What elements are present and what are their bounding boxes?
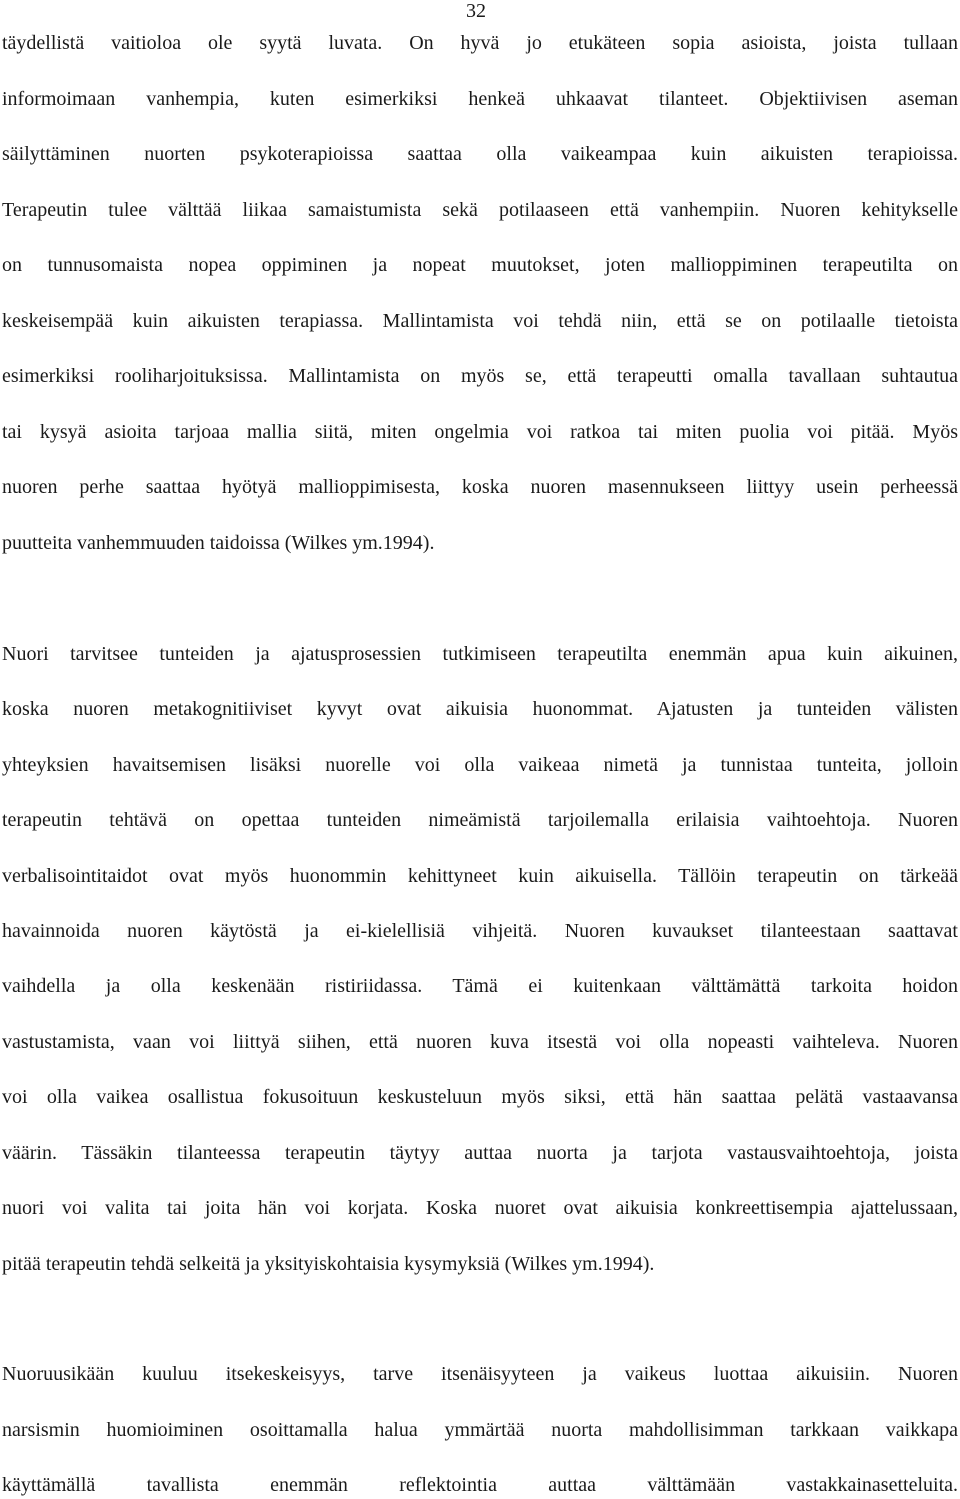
text-line: puutteita vanhemmuuden taidoissa (Wilkes ym.1994). xyxy=(2,532,435,554)
text-line: yhteyksien havaitsemisen lisäksi nuorelle voi olla vaikeaa nimetä ja tunnistaa tunteita, jolloin xyxy=(2,754,958,776)
text-line: informoimaan vanhempia, kuten esimerkiksi henkeä uhkaavat tilanteet. Objektiivisen aseman xyxy=(2,88,958,110)
page-number: 32 xyxy=(466,0,486,22)
text-line: vastustamista, vaan voi liittyä siihen, että nuoren kuva itsestä voi olla nopeasti vaihteleva. Nuoren xyxy=(2,1031,958,1053)
text-line: Nuori tarvitsee tunteiden ja ajatusprosessien tutkimiseen terapeutilta enemmän apua kuin aikuinen, xyxy=(2,643,958,665)
text-line: keskeisempää kuin aikuisten terapiassa. Mallintamista voi tehdä niin, että se on potilaalle tietoista xyxy=(2,310,958,332)
text-line: vaihdella ja olla keskenään ristiriidassa. Tämä ei kuitenkaan välttämättä tarkoita hoidon xyxy=(2,975,958,997)
text-line: verbalisointitaidot ovat myös huonommin kehittyneet kuin aikuisella. Tällöin terapeutin on tärkeää xyxy=(2,865,958,887)
text-line: Nuoruusikään kuuluu itsekeskeisyys, tarve itsenäisyyteen ja vaikeus luottaa aikuisiin. Nuoren xyxy=(2,1363,958,1385)
text-line: koska nuoren metakognitiiviset kyvyt ovat aikuisia huonommat. Ajatusten ja tunteiden välisten xyxy=(2,698,958,720)
text-line: pitää terapeutin tehdä selkeitä ja yksityiskohtaisia kysymyksiä (Wilkes ym.1994). xyxy=(2,1253,655,1275)
text-line: narsismin huomioiminen osoittamalla halua ymmärtää nuorta mahdollisimman tarkkaan vaikkapa xyxy=(2,1419,958,1441)
text-line: täydellistä vaitioloa ole syytä luvata. On hyvä jo etukäteen sopia asioista, joista tullaan xyxy=(2,32,958,54)
text-line: väärin. Tässäkin tilanteessa terapeutin täytyy auttaa nuorta ja tarjota vastausvaihtoehtoja, joista xyxy=(2,1142,958,1164)
text-line: nuori voi valita tai joita hän voi korjata. Koska nuoret ovat aikuisia konkreettisempia ajattelussaan, xyxy=(2,1197,958,1219)
text-line: käyttämällä tavallista enemmän reflektointia auttaa välttämään vastakkainasetteluita. xyxy=(2,1474,958,1496)
text-line: nuoren perhe saattaa hyötyä mallioppimisesta, koska nuoren masennukseen liittyy usein perheessä xyxy=(2,476,958,498)
text-line: havainnoida nuoren käytöstä ja ei-kielellisiä vihjeitä. Nuoren kuvaukset tilanteestaan saattavat xyxy=(2,920,958,942)
text-line: terapeutin tehtävä on opettaa tunteiden nimeämistä tarjoilemalla erilaisia vaihtoehtoja. Nuoren xyxy=(2,809,958,831)
text-line: tai kysyä asioita tarjoaa mallia siitä, miten ongelmia voi ratkoa tai miten puolia voi pitää. Myös xyxy=(2,421,958,443)
text-line: Terapeutin tulee välttää liikaa samaistumista sekä potilaaseen että vanhempiin. Nuoren kehitykselle xyxy=(2,199,958,221)
text-line: on tunnusomaista nopea oppiminen ja nopeat muutokset, joten mallioppiminen terapeutilta on xyxy=(2,254,958,276)
text-line: esimerkiksi rooliharjoituksissa. Mallintamista on myös se, että terapeutti omalla tavallaan suhtautua xyxy=(2,365,958,387)
text-line: säilyttäminen nuorten psykoterapioissa saattaa olla vaikeampaa kuin aikuisten terapioissa. xyxy=(2,143,958,165)
text-line: voi olla vaikea osallistua fokusoituun keskusteluun myös siksi, että hän saattaa pelätä vastaavansa xyxy=(2,1086,958,1108)
